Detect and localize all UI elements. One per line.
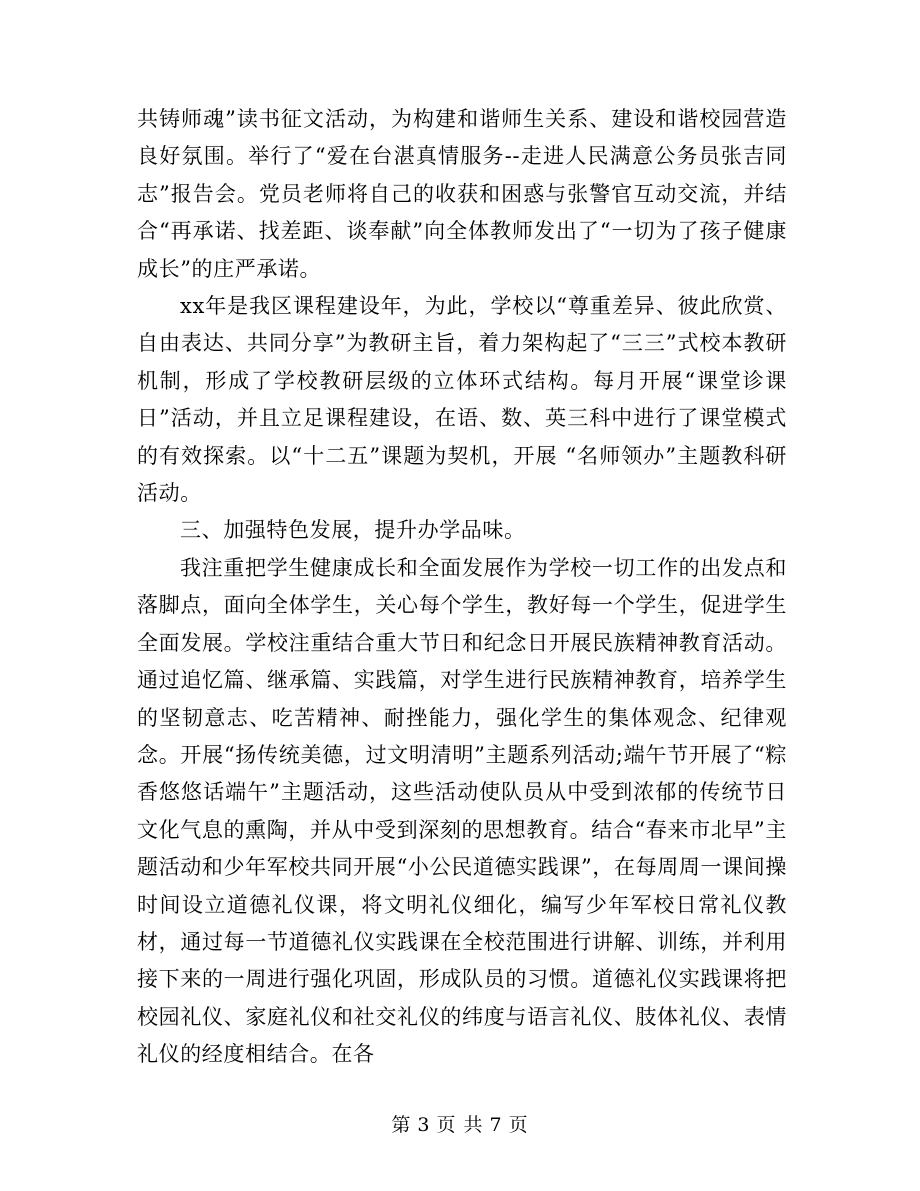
paragraph-continuation: 共铸师魂”读书征文活动，为构建和谐师生关系、建设和谐校园营造良好氛围。举行了“爱在台湛真情服务--走进人民满意公务员张吉同志”报告会。党员老师将自己的收获和困惑与张警官互动交流，并结合“再承诺、找差距、谈奉献”向全体教师发出了“一切为了孩子健康成长”的庄严承诺。: [137, 107, 787, 281]
section-heading: 三、加强特色发展，提升办学品味。: [180, 518, 526, 543]
footer-total-pages: 7: [489, 1114, 503, 1136]
page-footer: [0, 1110, 920, 1137]
document-body: [137, 101, 787, 1074]
footer-prefix: 第: [391, 1114, 412, 1136]
paragraph-student-development: 我注重把学生健康成长和全面发展作为学校一切工作的出发点和落脚点，面向全体学生，关心每个学生，教好每一个学生，促进学生全面发展。学校注重结合重大节日和纪念日开展民族精神教育活动。通过追忆篇、继承篇、实践篇，对学生进行民族精神教育，培养学生的坚韧意志、吃苦精神、耐挫能力，强化学生的集体观念、纪律观念。开展“扬传统美德，过文明清明”主题系列活动;端午节开展了“粽香悠悠话端午”主题活动，这些活动使队员从中受到浓郁的传统节日文化气息的熏陶，并从中受到深刻的思想教育。结合“春来市北早”主题活动和少年军校共同开展“小公民道德实践课”，在每周周一课间操时间设立道德礼仪课，将文明礼仪细化，编写少年军校日常礼仪教材，通过每一节道德礼仪实践课在全校范围进行讲解、训练，并利用接下来的一周进行强化巩固，形成队员的习惯。道德礼仪实践课将把校园礼仪、家庭礼仪和社交礼仪的纬度与语言礼仪、肢体礼仪、表情礼仪的经度相结合。在各: [137, 555, 787, 1067]
footer-suffix: 页: [508, 1114, 529, 1136]
footer-current-page: 3: [417, 1114, 431, 1136]
footer-middle: 页 共: [436, 1114, 484, 1136]
paragraph-curriculum: xx年是我区课程建设年，为此，学校以“尊重差异、彼此欣赏、自由表达、共同分享”为教研主旨，着力架构起了“三三”式校本教研机制，形成了学校教研层级的立体环式结构。每月开展“课堂诊课日”活动，并且立足课程建设，在语、数、英三科中进行了课堂模式的有效探索。以“十二五”课题为契机，开展 “名师领办”主题教科研活动。: [137, 294, 787, 506]
